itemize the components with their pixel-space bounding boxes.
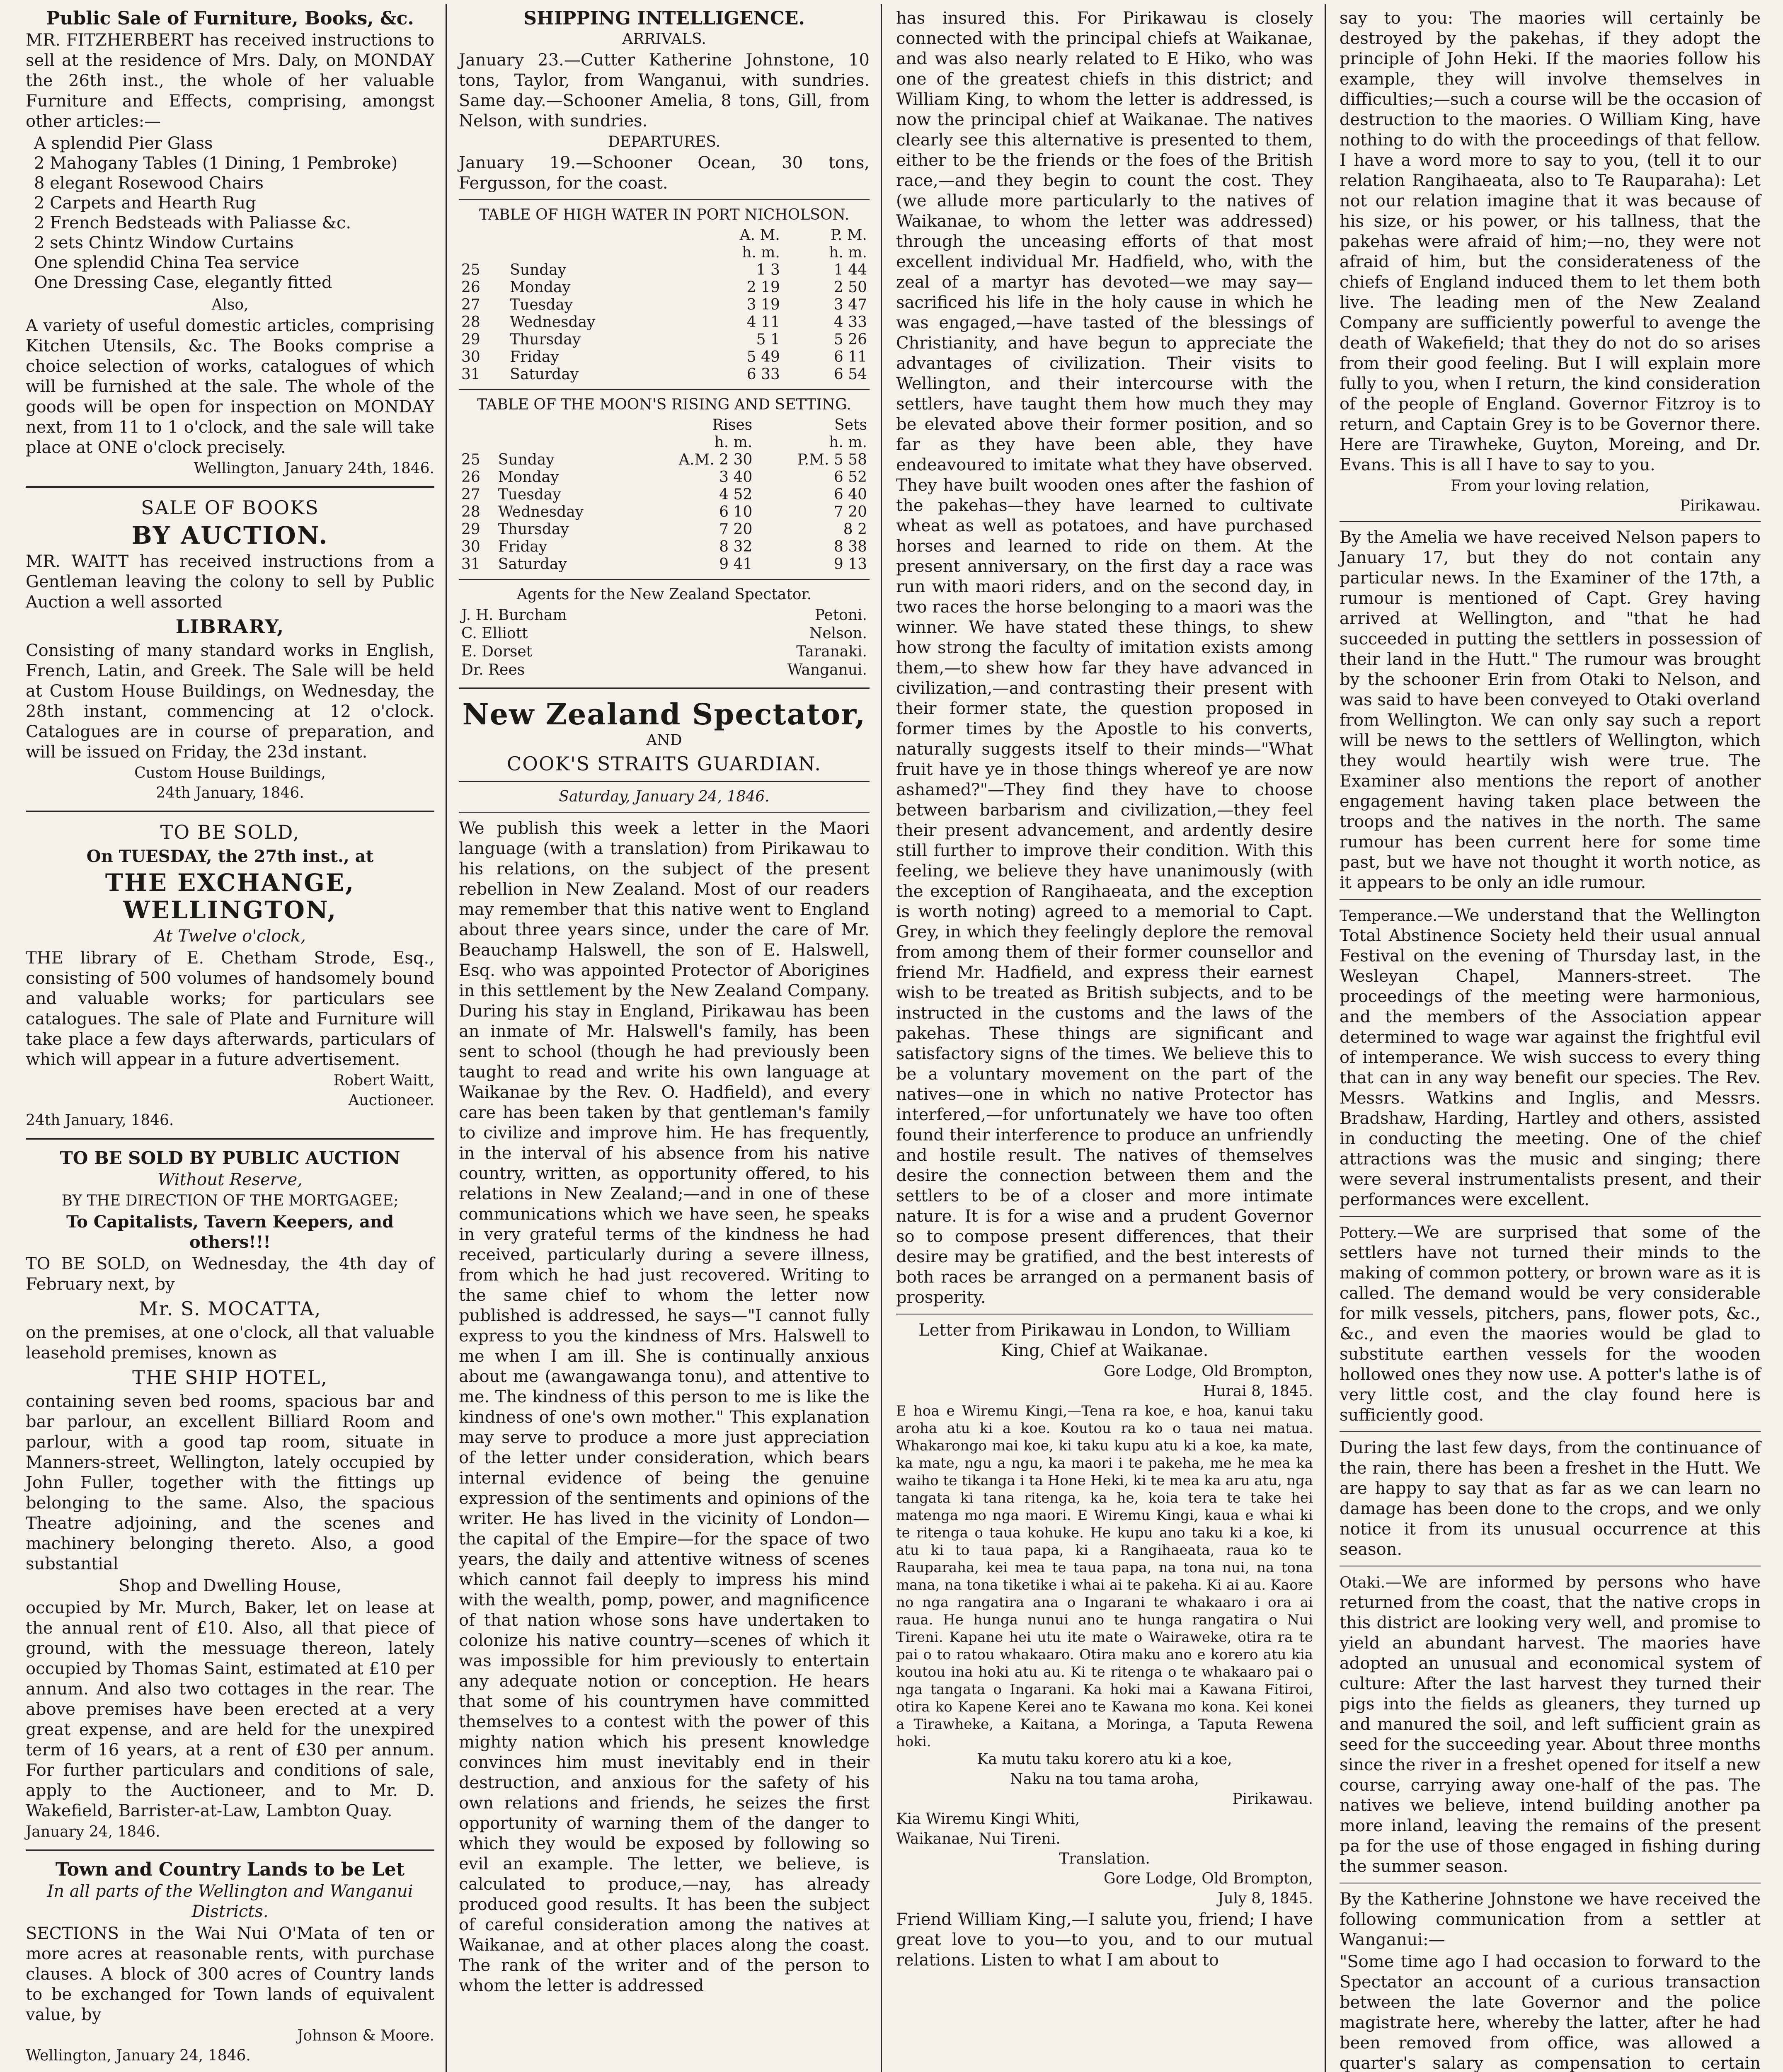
table-row: [459, 469, 870, 486]
table-row: [459, 261, 870, 279]
ad-subheading: To Capitalists, Tavern Keepers, and others!!!: [66, 1212, 394, 1252]
table-cell: Wanganui.: [787, 661, 867, 678]
news-paragraph: [1340, 1222, 1761, 1426]
table-cell: J. H. Burcham: [461, 607, 567, 624]
ad-date: 24th January, 1846.: [26, 1112, 174, 1129]
ad-heading: Town and Country Lands to be Let: [55, 1859, 405, 1880]
translation-address: Gore Lodge, Old Brompton,: [1103, 1870, 1313, 1887]
divider: [26, 486, 434, 488]
table-cell: 27: [461, 486, 480, 503]
table-row: [459, 331, 870, 349]
ad-body: occupied by Mr. Murch, Baker, let on lease at the annual rent of £10. Also, all that piece of ground, with the messuage thereon, lately occupied by Thomas Saint, estimated at £10 per annum. And also two cottages in the rear. The above premises have been erected at a very great expense, and are held for the unexpired term of 16 years, at a rent of £30 per annum. For further particulars and conditions of sale, apply to the Auctioneer, and to Mr. D. Wakefield, Barrister-at-Law, Lambton Quay.: [26, 1598, 434, 1820]
news-paragraph: By the Amelia we have received Nelson papers to January 17, but they do not contain any particular news. In the Examiner of the 17th, a rumour is mentioned of Capt. Grey having arrived at Wellington, and "that he had succeeded in putting the settlers in possession of their land in the Hutt." The rumour was brought by the schooner Erin from Otaki to Nelson, and was said to have been conveyed to Otaki overland from Wellington. We can only say such a report will be news to the settlers of Wellington, which they would heartily wish were true. The Examiner also mentions the report of another engagement having taken place between the troops and the natives in the north. The same rumour has been current here for some time past, but we have not thought it worth notice, as it appears to be only an idle rumour.: [1340, 528, 1761, 892]
news-paragraph: "Some time ago I had occasion to forward to the Spectator an account of a curious transaction between the late Governor and the police magistrate here, whereby the latter, after he had been removed from office, was allowed a quarter's salary as compensation to certain: [1340, 1952, 1761, 2072]
table-cell: 2 50: [833, 279, 867, 296]
table-cell: Friday: [510, 349, 559, 366]
ad-body: THE library of E. Chetham Strode, Esq., consisting of 500 volumes of handsomely bound and valuable works; for particulars see catalogues. The sale of Plate and Furniture will take place a few days afterwards, particulars of which will appear in a future advertisement.: [26, 949, 434, 1069]
table-row: [459, 451, 870, 469]
ad-when: On TUESDAY, the 27th inst., at: [86, 847, 374, 866]
news-label: Pottery.: [1340, 1225, 1397, 1242]
table-cell: Tuesday: [498, 486, 561, 503]
list-item: 8 elegant Rosewood Chairs: [34, 174, 264, 193]
ad-body: on the premises, at one o'clock, all that valuable leasehold premises, known as: [26, 1323, 434, 1363]
column-letter: [887, 8, 1322, 2072]
table-cell: 26: [461, 279, 480, 296]
table-row: [459, 625, 870, 643]
news-text: —We are informed by persons who have returned from the coast, that the native crops in this district are looking very well, and promise to yield an abundant harvest. The maories have adopted an unusual and economical system of culture: After the last harvest they turned their pigs into the fields as gleaners, they turned up and manured the soil, and left sufficient grain as seed for the succeeding year. About three months since the river in a freshet opened for itself a new course, carrying away one-half of the pas. The natives we believe, intend building another pa more inland, leaving the remains of the present pa for the use of those engaged in fishing during the summer season.: [1340, 1573, 1761, 1876]
ad-heading: TO BE SOLD BY PUBLIC AUCTION: [60, 1148, 400, 1168]
divider: [1340, 1431, 1761, 1432]
departures-text: January 19.—Schooner Ocean, 30 tons, Fergusson, for the coast.: [459, 153, 870, 193]
divider: [1340, 1216, 1761, 1217]
table-header-cell: h. m.: [829, 244, 867, 261]
table-cell: 6 54: [833, 366, 867, 383]
table-cell: Saturday: [498, 556, 567, 573]
translation-signature: Pirikawau.: [1680, 497, 1761, 514]
table-cell: Saturday: [510, 366, 579, 383]
moon-table-title: TABLE OF THE MOON'S RISING AND SETTING.: [477, 396, 851, 413]
table-cell: 5 49: [746, 349, 780, 366]
table-cell: Thursday: [510, 331, 581, 348]
ad-place: Custom House Buildings,: [134, 765, 326, 782]
table-header-cell: [459, 416, 496, 434]
ad-body: SECTIONS in the Wai Nui O'Mata of ten or more acres at reasonable rents, with purchase clauses. A block of 300 acres of Country lands to be exchanged for Town lands of equivalent value, by: [26, 1924, 434, 2024]
masthead-subtitle: COOK'S STRAITS GUARDIAN.: [507, 753, 821, 775]
table-cell: E. Dorset: [461, 643, 533, 660]
letter-date: Hurai 8, 1845.: [1203, 1383, 1313, 1400]
table-row: [459, 661, 870, 679]
table-cell: 6 52: [833, 469, 867, 486]
ad-subheading: Shop and Dwelling House,: [119, 1576, 342, 1595]
table-row: [459, 606, 870, 625]
maori-closing: Ka mutu taku korero atu ki a koe,: [977, 1751, 1232, 1768]
maori-signature: Pirikawau.: [1232, 1791, 1313, 1808]
table-header-cell: h. m.: [742, 244, 780, 261]
table-header-row: [459, 434, 870, 451]
table-cell: Nelson.: [809, 625, 867, 642]
table-header-cell: P. M.: [830, 227, 867, 244]
maori-letter-text: E hoa e Wiremu Kingi,—Tena ra koe, e hoa, kanui taku aroha atu ki a koe. Koutou ra ko o taua nei matua. Whakarongo mai koe, ki taku kupu atu ki a koe, ka mate, ka mate, ngu a ngu, ka maori i te pakeha, me he mea ka waiho te tikanga i ta Hone Heki, ki te mea ka aru atu, nga tangata ki tana ritenga, ka he, koia tera te take hei matenga mo nga maori. E Wiremu Kingi, kaua e whai ki te ritenga o taua kohuke. He kupu ano taku ki a koe, ki atu ki to taua papa, ki a Rangihaeata, raua ko te Rauparaha, kei mea te taua papa, na tona nui, na tona mana, na tona tiketike i whai ai te pakeha. Ki ai au. Kaore no nga rangatira ana o Ingarani te whakaaro i ora ai raua. He hunga nunui ano te hunga rangatira o Nui Tireni. Kapane hei utu ite mate o Wairaweke, otira ra te pai o to ratou whakaaro. Otira maku ano e korero atu kia koutou ina hoki atu au. Ki te ritenga o te whakaaro pai o nga tangata o Ingarani. Ka hoki mai a Kawana Fitiroi, otira ko Kapene Kerei ano te Kawana mo kona. Kei konei a Tirawheke, a Kaitana, a Moringa, a Taputa Rewena hoki.: [896, 1403, 1313, 1750]
table-row: [459, 296, 870, 314]
maori-closing: Naku na tou tama aroha,: [1010, 1771, 1199, 1788]
shipping-title: SHIPPING INTELLIGENCE.: [523, 8, 805, 29]
table-cell: 29: [461, 521, 480, 538]
table-cell: Sunday: [498, 451, 555, 468]
table-row: [459, 503, 870, 521]
table-header-cell: [507, 227, 690, 244]
table-cell: 3 40: [719, 469, 753, 486]
table-cell: 7 20: [833, 503, 867, 520]
arrivals-text: January 23.—Cutter Katherine Johnstone, 10 tons, Taylor, from Wanganui, with sundries. Same day.—Schooner Amelia, 8 tons, Gill, from Nelson, with sundries.: [459, 51, 870, 131]
table-cell: 25: [461, 451, 480, 468]
table-header-cell: Rises: [712, 416, 753, 433]
ad-heading: SALE OF BOOKS: [141, 496, 319, 519]
table-cell: 2 19: [746, 279, 780, 296]
list-item: 2 French Bedsteads with Paliasse &c.: [34, 213, 351, 232]
letter-heading: Letter from Pirikawau in London, to William King, Chief at Waikanae.: [918, 1321, 1291, 1360]
ad-signature: Johnson & Moore.: [297, 2027, 434, 2044]
table-cell: 9 13: [833, 556, 867, 573]
table-cell: 6 10: [719, 503, 753, 520]
editorial-text: We publish this week a letter in the Maori language (with a translation) from Pirikawau to his relations, on the subject of the present rebellion in New Zealand. Most of our readers may remember that this native went to England about three years since, under the care of Mr. Beauchamp Halswell, the son of E. Halswell, Esq. who was appointed Protector of Aborigines in this settlement by the New Zealand Company. During his stay in England, Pirikawau has been an inmate of Mr. Halswell's family, has been sent to school (though he had previously been taught to read and write his own language at Waikanae by the Rev. O. Hadfield), and every care has been taken by that gentleman's family to civilize and improve him. He has frequently, in the interval of his absence from his native country, written, as opportunity offered, to his relations in New Zealand;—and in one of these communications which we have seen, he speaks in very grateful terms of the kindness he had received, particularly during a severe illness, from which he had just recovered. Writing to the same chief to whom the letter now published is addressed, he says—"I cannot fully express to you the kindness of Mrs. Halswell to me when I am ill. She is continually anxious about me (awangawanga tonu), and attentive to me. The kindness of this person to me is like the kindness of one's own mother." This explanation may serve to produce a more just appreciation of the letter under consideration, which bears internal evidence of being the genuine expression of the sentiments and opinions of the writer. He has lived in the vicinity of London—the capital of the Empire—for the space of two years, the daily and attentive witness of scenes which cannot fail deeply to impress his mind with the wealth, pomp, power, and magnificence of that nation whose sons have undertaken to colonize his native country—scenes of which it was impossible for him previously to entertain any adequate notion or conception. He hears that some of his countrymen have committed themselves to a contest with the power of this mighty nation which his present knowledge convinces him must inevitably end in their destruction, and anxious for the safety of his own relations and friends, he seizes the first opportunity of warning them of the danger to which they would be exposed by following so evil an example. The letter, we believe, is calculated to produce,—nay, has already produced good results. It has been the subject of careful consideration among the natives at Waikanae, and at other places along the coast. The rank of the writer and of the person to whom the letter is addressed: [459, 819, 870, 1995]
table-cell: Wednesday: [510, 314, 596, 331]
divider: [459, 199, 870, 200]
maori-recipient-place: Waikanae, Nui Tireni.: [896, 1830, 1061, 1847]
ad-date: January 24, 1846.: [26, 1823, 160, 1840]
table-header-cell: [459, 434, 496, 451]
list-item: 2 Carpets and Hearth Rug: [34, 194, 256, 213]
ad-subheading: LIBRARY,: [175, 615, 285, 638]
table-header-cell: A. M.: [739, 227, 780, 244]
table-row: [459, 314, 870, 331]
tide-table: [459, 227, 870, 383]
table-row: [459, 349, 870, 366]
tide-table-title: TABLE OF HIGH WATER IN PORT NICHOLSON.: [479, 206, 850, 223]
table-cell: 4 11: [746, 314, 780, 331]
ad-body: containing seven bed rooms, spacious bar and bar parlour, an excellent Billiard Room and parlour, with a good tap room, situate in Manners-street, Wellington, lately occupied by John Fuller, together with the fittings up belonging to the same. Also, the spacious Theatre adjoining, and the scenes and machinery belonging thereto. Also, a good substantial: [26, 1392, 434, 1573]
table-cell: 5 1: [756, 331, 780, 348]
table-cell: 31: [461, 366, 480, 383]
table-cell: 5 26: [833, 331, 867, 348]
ad-heading: TO BE SOLD,: [160, 821, 300, 843]
ad-date: Wellington, January 24, 1846.: [26, 2047, 251, 2064]
divider: [459, 579, 870, 580]
table-row: [459, 643, 870, 661]
table-header-row: [459, 416, 870, 434]
news-paragraph: [1340, 905, 1761, 1210]
column-advertisements: [17, 8, 443, 2072]
table-cell: 6 11: [833, 349, 867, 366]
divider: [1340, 521, 1761, 522]
ad-date: Wellington, January 24th, 1846.: [194, 460, 434, 477]
table-cell: 4 33: [833, 314, 867, 331]
ad-heading: Public Sale of Furniture, Books, &c.: [46, 8, 414, 29]
ad-date: 24th January, 1846.: [156, 784, 304, 801]
divider: [26, 811, 434, 812]
ad-body: TO BE SOLD, on Wednesday, the 4th day of February next, by: [26, 1254, 434, 1294]
column-local-news: [1330, 8, 1770, 2072]
ad-also: Also,: [211, 296, 249, 313]
translation-closing: From your loving relation,: [1451, 477, 1650, 494]
divider: [459, 781, 870, 782]
table-cell: 7 20: [719, 521, 753, 538]
table-cell: 1 3: [756, 261, 780, 278]
table-cell: 25: [461, 261, 480, 278]
divider: [26, 1138, 434, 1140]
table-row: [459, 556, 870, 573]
news-paragraph: By the Katherine Johnstone we have received the following communication from a settler at Wanganui:—: [1340, 1890, 1761, 1949]
table-cell: Dr. Rees: [461, 661, 525, 678]
table-header-cell: [496, 434, 635, 451]
column-rule: [1325, 4, 1326, 2072]
table-cell: Thursday: [498, 521, 569, 538]
letter-address: Gore Lodge, Old Brompton,: [1103, 1363, 1313, 1380]
table-cell: Monday: [510, 279, 571, 296]
table-cell: 30: [461, 538, 480, 555]
news-paragraph: [1340, 1572, 1761, 1877]
agents-table: [459, 606, 870, 679]
ad-body: MR. WAITT has received instructions from a Gentleman leaving the colony to sell by Public Auction a well assorted: [26, 552, 434, 612]
table-cell: 30: [461, 349, 480, 366]
list-item: One splendid China Tea service: [34, 253, 300, 272]
ad-subheading: Without Reserve,: [157, 1170, 303, 1189]
arrivals-title: ARRIVALS.: [622, 31, 706, 48]
table-header-row: [459, 244, 870, 261]
table-cell: 6 33: [746, 366, 780, 383]
column-rule: [446, 4, 447, 2072]
table-cell: 27: [461, 296, 480, 313]
ad-subheading: BY AUCTION.: [131, 521, 329, 549]
masthead-title: New Zealand Spectator,: [462, 697, 866, 731]
table-cell: Sunday: [510, 261, 567, 278]
news-label: Temperance.: [1340, 908, 1437, 925]
table-header-cell: [459, 227, 507, 244]
issue-date: Saturday, January 24, 1846.: [559, 788, 770, 805]
table-cell: 3 19: [746, 296, 780, 313]
table-cell: 8 38: [833, 538, 867, 555]
news-label: Otaki.: [1340, 1574, 1386, 1591]
divider: [459, 812, 870, 813]
table-cell: 4 52: [719, 486, 753, 503]
table-cell: Monday: [498, 469, 559, 486]
news-paragraph: During the last few days, from the continuance of the rain, there has been a freshet in the Hutt. We are happy to say that as far as we can learn no damage has been done to the crops, and we only notice it from its unusual occurrence at this season.: [1340, 1438, 1761, 1559]
list-item: A splendid Pier Glass: [34, 134, 213, 153]
ad-where: THE EXCHANGE, WELLINGTON,: [105, 869, 355, 924]
divider: [26, 1849, 434, 1851]
ad-subheading: BY THE DIRECTION OF THE MORTGAGEE;: [61, 1192, 399, 1209]
table-cell: 9 41: [719, 556, 753, 573]
table-row: [459, 521, 870, 538]
divider: [459, 389, 870, 390]
table-header-cell: [507, 244, 690, 261]
masthead-and: AND: [646, 732, 682, 749]
agents-title: Agents for the New Zealand Spectator.: [516, 586, 812, 603]
column-rule: [881, 4, 882, 2072]
table-cell: 8 32: [719, 538, 753, 555]
divider: [1340, 899, 1761, 900]
table-cell: 28: [461, 503, 480, 520]
news-text: —We are surprised that some of the settlers have not turned their minds to the making of common pottery, or brown ware as it is called. The demand would be very considerable for milk vessels, pitchers, pans, flower pots, &c., &c., and even the maories would be glad to substitute earthen vessels for the wooden hollowed ones they now use. A potter's lathe is of very little cost, and the clay found here is sufficiently good.: [1340, 1223, 1761, 1425]
table-header-cell: h. m.: [714, 434, 753, 451]
list-item: 2 Mahogany Tables (1 Dining, 1 Pembroke): [34, 154, 398, 173]
translation-continued-text: say to you: The maories will certainly be destroyed by the pakehas, if they adopt the principle of John Heki. If the maories follow his example, they will involve themselves in difficulties;—such a course will be the occasion of destruction to the maories. O William King, have nothing to do with the proceedings of that fellow. I have a word more to say to you, (tell it to our relation Rangihaeata, also to Te Rauparaha): Let not our relation imagine that it was because of his size, or his power, or his tallness, that the pakehas were afraid of him;—no, they were not afraid of him, but the considerateness of the chiefs of England induced them to let them both live. The leading men of the New Zealand Company are sufficiently powerful to avenge the death of Wakefield; that they do not do so arises from their good feeling. But I will explain more fully to you, when I return, the kind consideration of the people of England. Governor Fitzroy is to return, and Captain Grey is to be Governor there. Here are Tirawheke, Guyton, Moreing, and Dr. Evans. This is all I have to say to you.: [1340, 9, 1761, 474]
maori-recipient: Kia Wiremu Kingi Whiti,: [896, 1811, 1080, 1828]
translation-date: July 8, 1845.: [1218, 1890, 1313, 1907]
ad-hotel-name: THE SHIP HOTEL,: [132, 1366, 328, 1389]
news-text: —We understand that the Wellington Total Abstinence Society held their usual annual Festival on the evening of Thursday last, in the Wesleyan Chapel, Manners-street. The proceedings of the meeting were harmonious, and the members of the Association appear determined to wage war against the frightful evil of intemperance. We wish success to every thing that can in any way benefit our species. The Rev. Messrs. Watkins and Inglis, and Messrs. Bradshaw, Harding, Hartley and others, assisted in conducting the meeting. One of the chief attractions was the music and singing; there were several instrumentalists present, and their performances were excellent.: [1340, 906, 1761, 1209]
table-header-cell: [459, 244, 507, 261]
translation-title: Translation.: [1059, 1850, 1150, 1867]
ad-signature: Robert Waitt,: [333, 1072, 434, 1089]
table-cell: 26: [461, 469, 480, 486]
table-cell: Wednesday: [498, 503, 584, 520]
table-cell: Tuesday: [510, 296, 573, 313]
ad-auctioneer: Mr. S. MOCATTA,: [138, 1297, 322, 1320]
table-cell: Petoni.: [814, 607, 867, 624]
table-row: [459, 279, 870, 296]
table-cell: Friday: [498, 538, 547, 555]
table-row: [459, 366, 870, 383]
departures-title: DEPARTURES.: [608, 133, 721, 150]
table-header-cell: Sets: [834, 416, 867, 433]
ad-body: Consisting of many standard works in English, French, Latin, and Greek. The Sale will be held at Custom House Buildings, on Wednesday, the 28th instant, commencing at 12 o'clock. Catalogues are in course of preparation, and will be issued on Friday, the 23d instant.: [26, 641, 434, 762]
ad-body: A variety of useful domestic articles, comprising Kitchen Utensils, &c. The Books comprise a choice selection of works, catalogues of which will be furnished at the sale. The whole of the goods will be open for inspection on MONDAY next, from 11 to 1 o'clock, and the sale will take place at ONE o'clock precisely.: [26, 316, 434, 457]
table-cell: C. Elliott: [461, 625, 528, 642]
table-header-cell: h. m.: [829, 434, 867, 451]
translation-text: Friend William King,—I salute you, friend; I have great love to you—to you, and to our mutual relations. Listen to what I am about to: [896, 1910, 1313, 1970]
table-cell: 3 47: [833, 296, 867, 313]
table-cell: 29: [461, 331, 480, 348]
table-cell: Taranaki.: [796, 643, 867, 660]
ad-subheading: In all parts of the Wellington and Wanganui Districts.: [47, 1882, 413, 1921]
table-cell: 6 40: [833, 486, 867, 503]
ad-body: MR. FITZHERBERT has received instructions to sell at the residence of Mrs. Daly, on MONDAY the 26th inst., the whole of her valuable Furniture and Effects, comprising, amongst other articles:—: [26, 31, 434, 131]
table-cell: 8 2: [843, 521, 867, 538]
divider: [459, 687, 870, 689]
ad-item-list: [34, 133, 434, 293]
list-item: 2 sets Chintz Window Curtains: [34, 233, 294, 252]
table-row: [459, 538, 870, 556]
table-row: [459, 486, 870, 503]
column-shipping-editorial: [450, 8, 879, 2072]
table-cell: A.M. 2 30: [678, 451, 753, 468]
ad-role: Auctioneer.: [348, 1092, 434, 1109]
editorial-continued-text: has insured this. For Pirikawau is closely connected with the principal chiefs at Waikanae, and was also nearly related to E Hiko, who was one of the greatest chiefs in this district; and William King, to whom the letter is addressed, is now the principal chief at Waikanae. The natives clearly see this alternative is presented to them, either to be the friends or the foes of the British race,—and they begin to count the cost. They (we allude more particularly to the natives of Waikanae, to whom the letter was addressed) through the unceasing efforts of that most excellent individual Mr. Hadfield, who, with the zeal of a martyr has devoted—we may say—sacrificed his life in the holy cause in which he was engaged,—have tasted of the blessings of Christianity, and have begun to appreciate the advantages of civilization. Their visits to Wellington, and their intercourse with the settlers, have taught them how much they may be elevated above their former position, and so far as they have been able, they have endeavoured to imitate what they have observed. They have built wooden ones after the fashion of the pakehas—they have learned to cultivate wheat as well as potatoes, and have purchased horses and learned to ride on them. At the present anniversary, on the first day a race was run with maori riders, and on the second day, in two races the horse belonging to a maori was the winner. We have stated these things, to shew how strong the faculty of imitation exists among them,—to shew how far they have advanced in civilization,—and contrasting their present with their former state, the question proposed in former times by the Apostle to his converts, naturally suggests itself to their minds—"What fruit have ye in those things whereof ye are now ashamed?"—They find they have to choose between barbarism and civilization,—they feel their present advancement, and ardently desire still further to improve their condition. With this feeling, we believe they have unanimously (with the exception of Rangihaeata, and the exception is worth noting) agreed to a memorial to Capt. Grey, in which they feelingly deplore the removal from among them of their former counsellor and friend Mr. Hadfield, and express their earnest wish to be treated as British subjects, and to be instructed in the customs and the laws of the pakehas. These things are significant and satisfactory signs of the times. We believe this to be a voluntary movement on the part of the natives—one in which no native Protector has interfered,—for unfortunately we have too often found their interference to produce an unfriendly and hostile result. The natives of themselves desire the connection between them and the settlers to be of a closer and more intimate nature. It is for a wise and a prudent Governor so to compose present differences, that their desire may be gratified, and the best interests of both races be arranged on a permanent basis of prosperity.: [896, 9, 1313, 1307]
list-item: One Dressing Case, elegantly fitted: [34, 273, 332, 292]
table-header-cell: [496, 416, 635, 434]
moon-table: [459, 416, 870, 573]
table-cell: 1 44: [833, 261, 867, 278]
table-cell: 28: [461, 314, 480, 331]
table-cell: 31: [461, 556, 480, 573]
table-header-row: [459, 227, 870, 244]
ad-time: At Twelve o'clock,: [154, 927, 306, 946]
table-cell: P.M. 5 58: [797, 451, 867, 468]
